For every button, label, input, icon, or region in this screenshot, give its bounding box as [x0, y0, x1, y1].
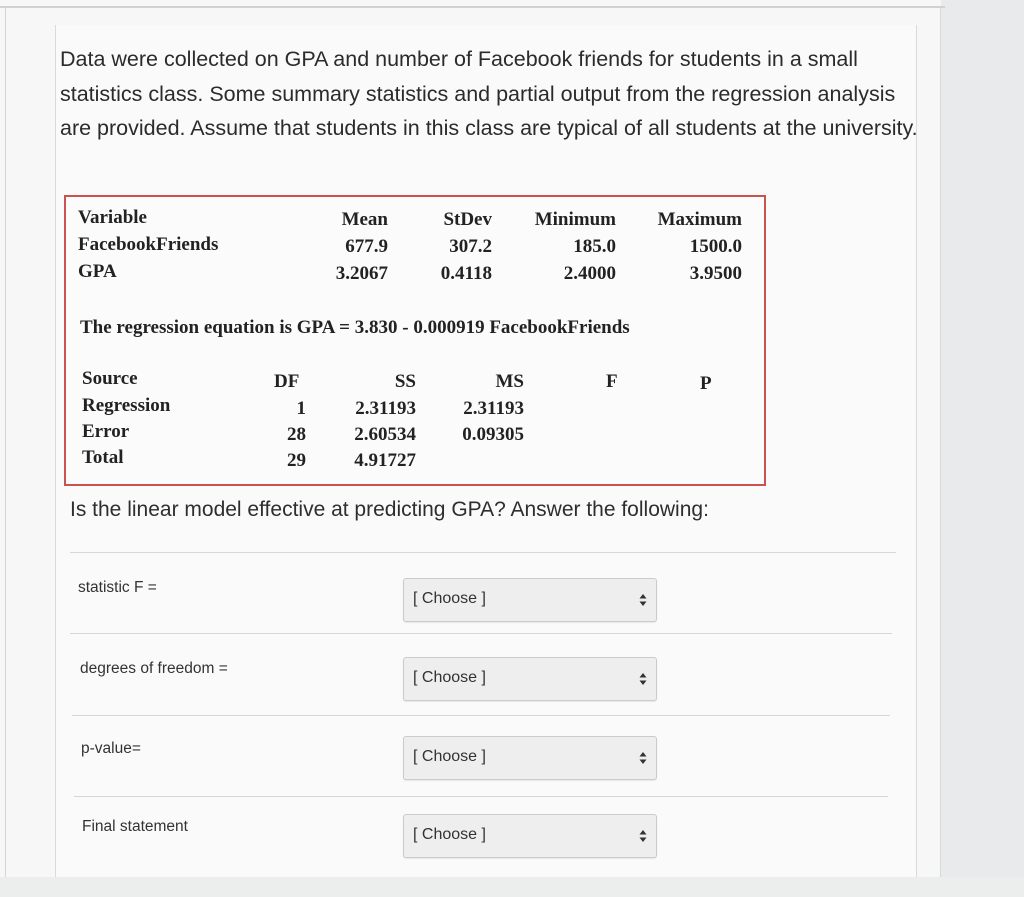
updown-arrow-icon	[638, 670, 648, 688]
summary-cell: 677.9	[345, 236, 388, 257]
anova-cell: 28	[287, 424, 306, 445]
anova-row-source: Total	[82, 447, 124, 468]
summary-cell: 2.4000	[563, 263, 616, 284]
summary-cell: 307.2	[449, 236, 492, 257]
summary-row-variable: GPA	[78, 261, 117, 282]
answer-label-final: Final statement	[82, 818, 188, 835]
divider	[72, 715, 890, 716]
question-text: Is the linear model effective at predicting GPA? Answer the following:	[70, 498, 709, 521]
summary-header-variable: Variable	[78, 207, 147, 228]
anova-cell: 29	[287, 450, 306, 471]
statistics-output-box	[64, 195, 766, 486]
anova-row-source: Error	[82, 421, 130, 442]
anova-header-f: F	[606, 371, 618, 392]
summary-header-minimum: Minimum	[534, 209, 616, 230]
divider	[70, 552, 896, 553]
final-statement-select[interactable]	[403, 814, 657, 858]
top-border	[0, 6, 945, 8]
anova-cell: 4.91727	[354, 450, 416, 471]
updown-arrow-icon	[638, 749, 648, 767]
divider	[74, 796, 888, 797]
anova-header-ms: MS	[495, 371, 524, 392]
f-statistic-select[interactable]	[403, 578, 657, 622]
right-border	[940, 8, 941, 897]
anova-cell: 0.09305	[462, 424, 524, 445]
anova-cell: 1	[296, 398, 306, 419]
anova-header-df: DF	[274, 371, 300, 392]
anova-header-p: P	[700, 373, 712, 394]
divider	[70, 633, 892, 634]
bottom-margin	[0, 877, 1024, 897]
select-value: [ Choose ]	[413, 669, 486, 686]
updown-arrow-icon	[638, 591, 648, 609]
anova-cell: 2.31193	[463, 398, 524, 419]
select-value: [ Choose ]	[413, 748, 486, 765]
updown-arrow-icon	[638, 827, 648, 845]
summary-cell: 3.2067	[335, 263, 388, 284]
answer-label-f: statistic F =	[78, 579, 157, 596]
anova-cell: 2.60534	[354, 424, 416, 445]
summary-row-variable: FacebookFriends	[78, 234, 219, 255]
degrees-of-freedom-select[interactable]	[403, 657, 657, 701]
regression-equation: The regression equation is GPA = 3.830 - 0.000919 FacebookFriends	[80, 317, 630, 338]
summary-cell: 0.4118	[440, 263, 492, 284]
summary-cell: 3.9500	[689, 263, 742, 284]
anova-header-ss: SS	[394, 371, 416, 392]
anova-cell: 2.31193	[355, 398, 416, 419]
summary-header-maximum: Maximum	[657, 209, 742, 230]
summary-header-mean: Mean	[341, 209, 388, 230]
summary-header-stdev: StDev	[443, 209, 492, 230]
intro-paragraph: Data were collected on GPA and number of Facebook friends for students in a small statistics class. Some summary statistics and partial output from the regression analysis are provided. Assume that students in this class are typical of all students at the university.	[60, 47, 918, 140]
answer-label-pvalue: p-value=	[81, 740, 141, 757]
summary-cell: 185.0	[573, 236, 616, 257]
select-value: [ Choose ]	[413, 590, 486, 607]
select-value: [ Choose ]	[413, 826, 486, 843]
summary-cell: 1500.0	[689, 236, 742, 257]
anova-header-source: Source	[82, 368, 138, 389]
right-margin	[941, 0, 1024, 897]
anova-row-source: Regression	[82, 395, 171, 416]
p-value-select[interactable]	[403, 736, 657, 780]
left-border	[5, 8, 6, 897]
answer-label-df: degrees of freedom =	[80, 660, 228, 677]
